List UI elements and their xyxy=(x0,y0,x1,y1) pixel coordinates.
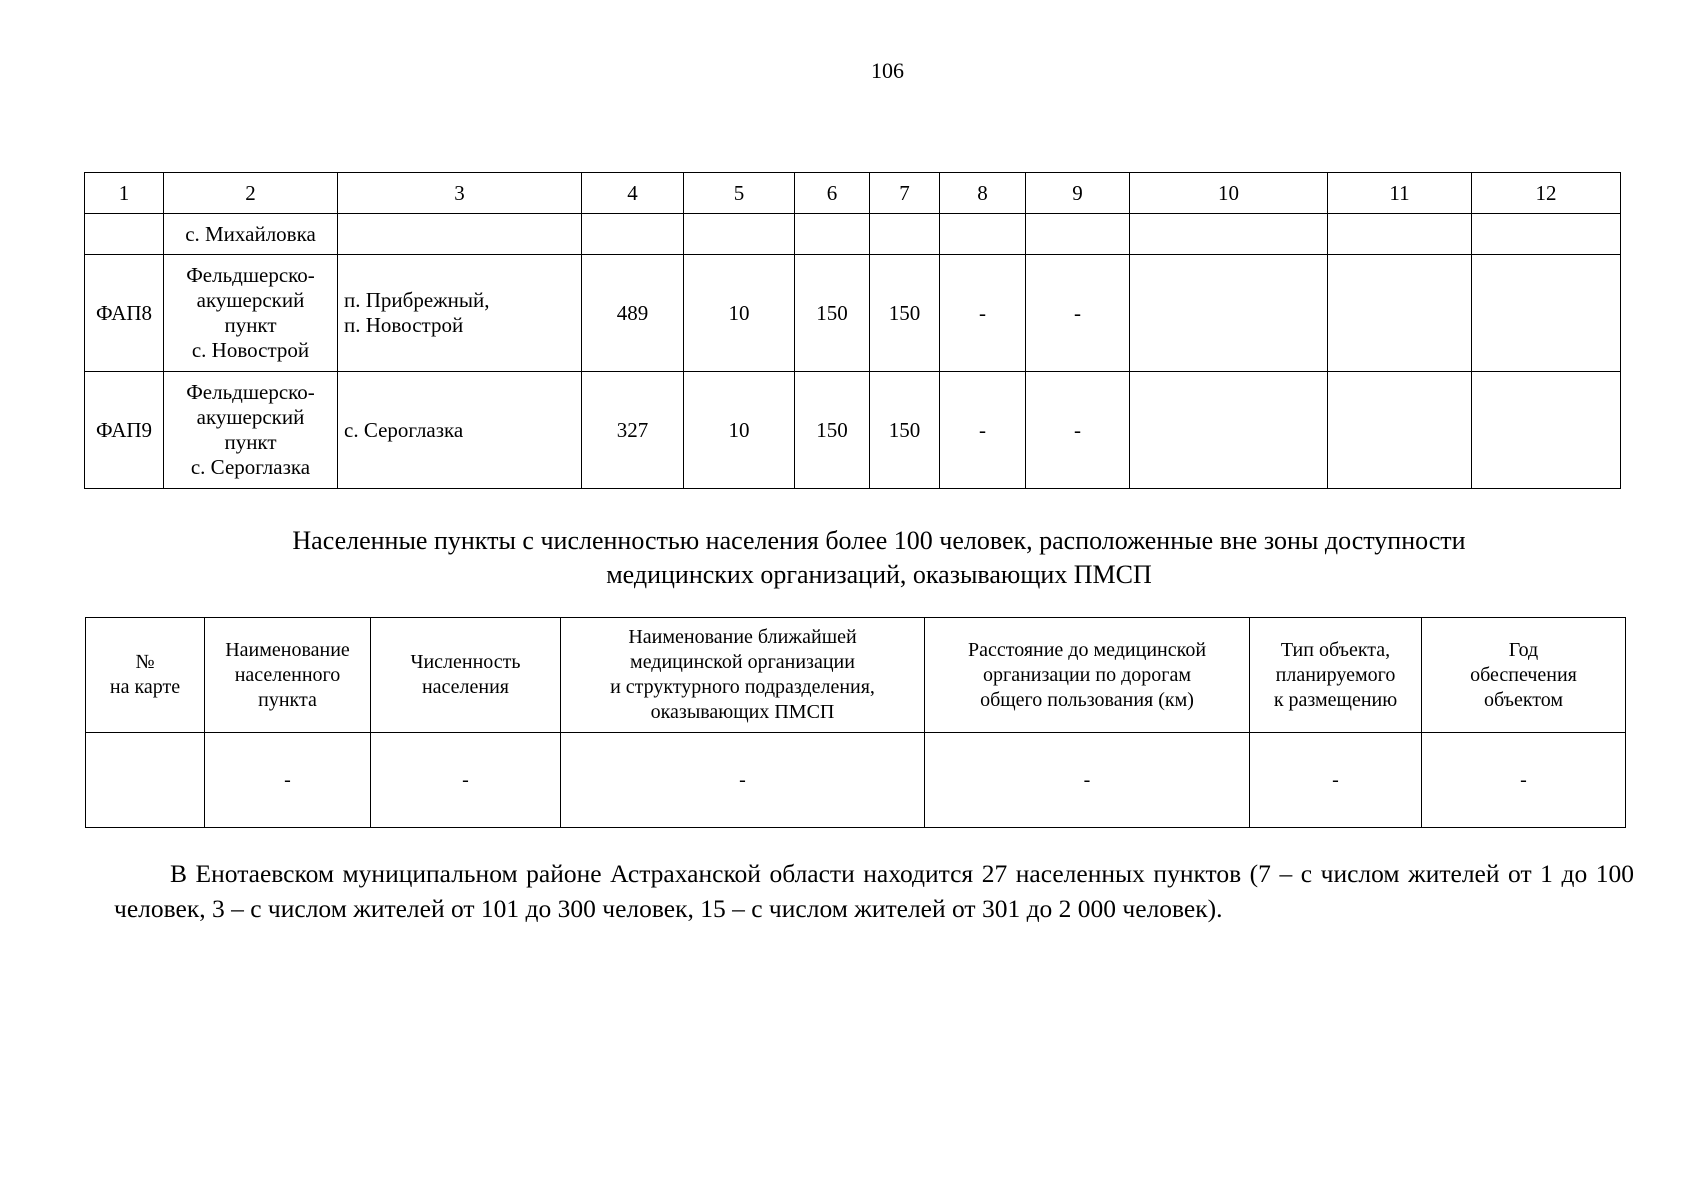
column-header: Численность населения xyxy=(371,618,561,733)
table-cell xyxy=(85,214,164,255)
table-cell: - xyxy=(940,372,1026,489)
table-cell xyxy=(870,214,940,255)
column-header: Год обеспечения объектом xyxy=(1422,618,1626,733)
column-header: Расстояние до медицинской организации по дорогам общего пользования (км) xyxy=(925,618,1250,733)
table-cell xyxy=(1328,214,1472,255)
table-cell: - xyxy=(940,255,1026,372)
section-heading xyxy=(84,524,1674,592)
table-cell: - xyxy=(205,733,371,828)
table-cell xyxy=(1026,214,1130,255)
column-header: № на карте xyxy=(86,618,205,733)
table-header-row xyxy=(85,173,1621,214)
remote-settlements-table xyxy=(85,617,1626,828)
column-number-header: 4 xyxy=(582,173,684,214)
column-number-header: 11 xyxy=(1328,173,1472,214)
column-header: Наименование населенного пункта xyxy=(205,618,371,733)
facility-name-cell: Фельдшерско- акушерский пункт с. Новострой xyxy=(164,255,338,372)
table-cell xyxy=(86,733,205,828)
served-settlements-cell: с. Сероглазка xyxy=(338,372,582,489)
table-cell xyxy=(1328,255,1472,372)
facility-name-cell: с. Михайловка xyxy=(164,214,338,255)
table-cell xyxy=(1328,372,1472,489)
table-cell xyxy=(795,214,870,255)
section-heading-line: медицинских организаций, оказывающих ПМСП xyxy=(606,560,1152,589)
page-number: 106 xyxy=(871,58,904,83)
table-cell: - xyxy=(1250,733,1422,828)
column-number-header: 5 xyxy=(684,173,795,214)
table-cell: - xyxy=(1422,733,1626,828)
column-header: Тип объекта, планируемого к размещению xyxy=(1250,618,1422,733)
column-number-header: 10 xyxy=(1130,173,1328,214)
column-number-header: 3 xyxy=(338,173,582,214)
table-cell: - xyxy=(371,733,561,828)
table-cell: 150 xyxy=(795,255,870,372)
table-row xyxy=(85,214,1621,255)
table-cell: - xyxy=(925,733,1250,828)
column-number-header: 6 xyxy=(795,173,870,214)
table-header-row xyxy=(86,618,1626,733)
facilities-table-continuation xyxy=(84,172,1621,489)
facility-code-cell: ФАП8 xyxy=(85,255,164,372)
table-cell: 327 xyxy=(582,372,684,489)
table-cell: - xyxy=(1026,255,1130,372)
table-cell xyxy=(1472,214,1621,255)
table-row xyxy=(85,255,1621,372)
table-cell xyxy=(1472,255,1621,372)
facility-name-cell: Фельдшерско- акушерский пункт с. Сероглазка xyxy=(164,372,338,489)
table-cell xyxy=(940,214,1026,255)
table-cell xyxy=(684,214,795,255)
table-cell xyxy=(1472,372,1621,489)
column-header: Наименование ближайшей медицинской организации и структурного подразделения, оказывающих ПМСП xyxy=(561,618,925,733)
table-cell xyxy=(1130,214,1328,255)
column-number-header: 2 xyxy=(164,173,338,214)
table-cell: 150 xyxy=(795,372,870,489)
table-cell: 489 xyxy=(582,255,684,372)
section-heading-line: Населенные пункты с численностью населения более 100 человек, расположенные вне зоны доступности xyxy=(292,526,1466,555)
summary-paragraph: В Енотаевском муниципальном районе Астраханской области находится 27 населенных пунктов (7 – с числом жителей от 1 до 100 человек, 3 – с числом жителей от 101 до 300 человек, 15 – с числом жителей от 301 до 2 000 человек). xyxy=(114,859,1634,923)
table-cell xyxy=(338,214,582,255)
facility-code-cell: ФАП9 xyxy=(85,372,164,489)
column-number-header: 9 xyxy=(1026,173,1130,214)
column-number-header: 1 xyxy=(85,173,164,214)
table-cell: 150 xyxy=(870,372,940,489)
table-cell: 10 xyxy=(684,372,795,489)
table-cell xyxy=(582,214,684,255)
table-row xyxy=(86,733,1626,828)
table-row xyxy=(85,372,1621,489)
table-cell xyxy=(1130,255,1328,372)
table-cell: 10 xyxy=(684,255,795,372)
column-number-header: 12 xyxy=(1472,173,1621,214)
table-cell: 150 xyxy=(870,255,940,372)
column-number-header: 7 xyxy=(870,173,940,214)
column-number-header: 8 xyxy=(940,173,1026,214)
table-cell xyxy=(1130,372,1328,489)
served-settlements-cell: п. Прибрежный, п. Новострой xyxy=(338,255,582,372)
table-cell: - xyxy=(561,733,925,828)
table-cell: - xyxy=(1026,372,1130,489)
